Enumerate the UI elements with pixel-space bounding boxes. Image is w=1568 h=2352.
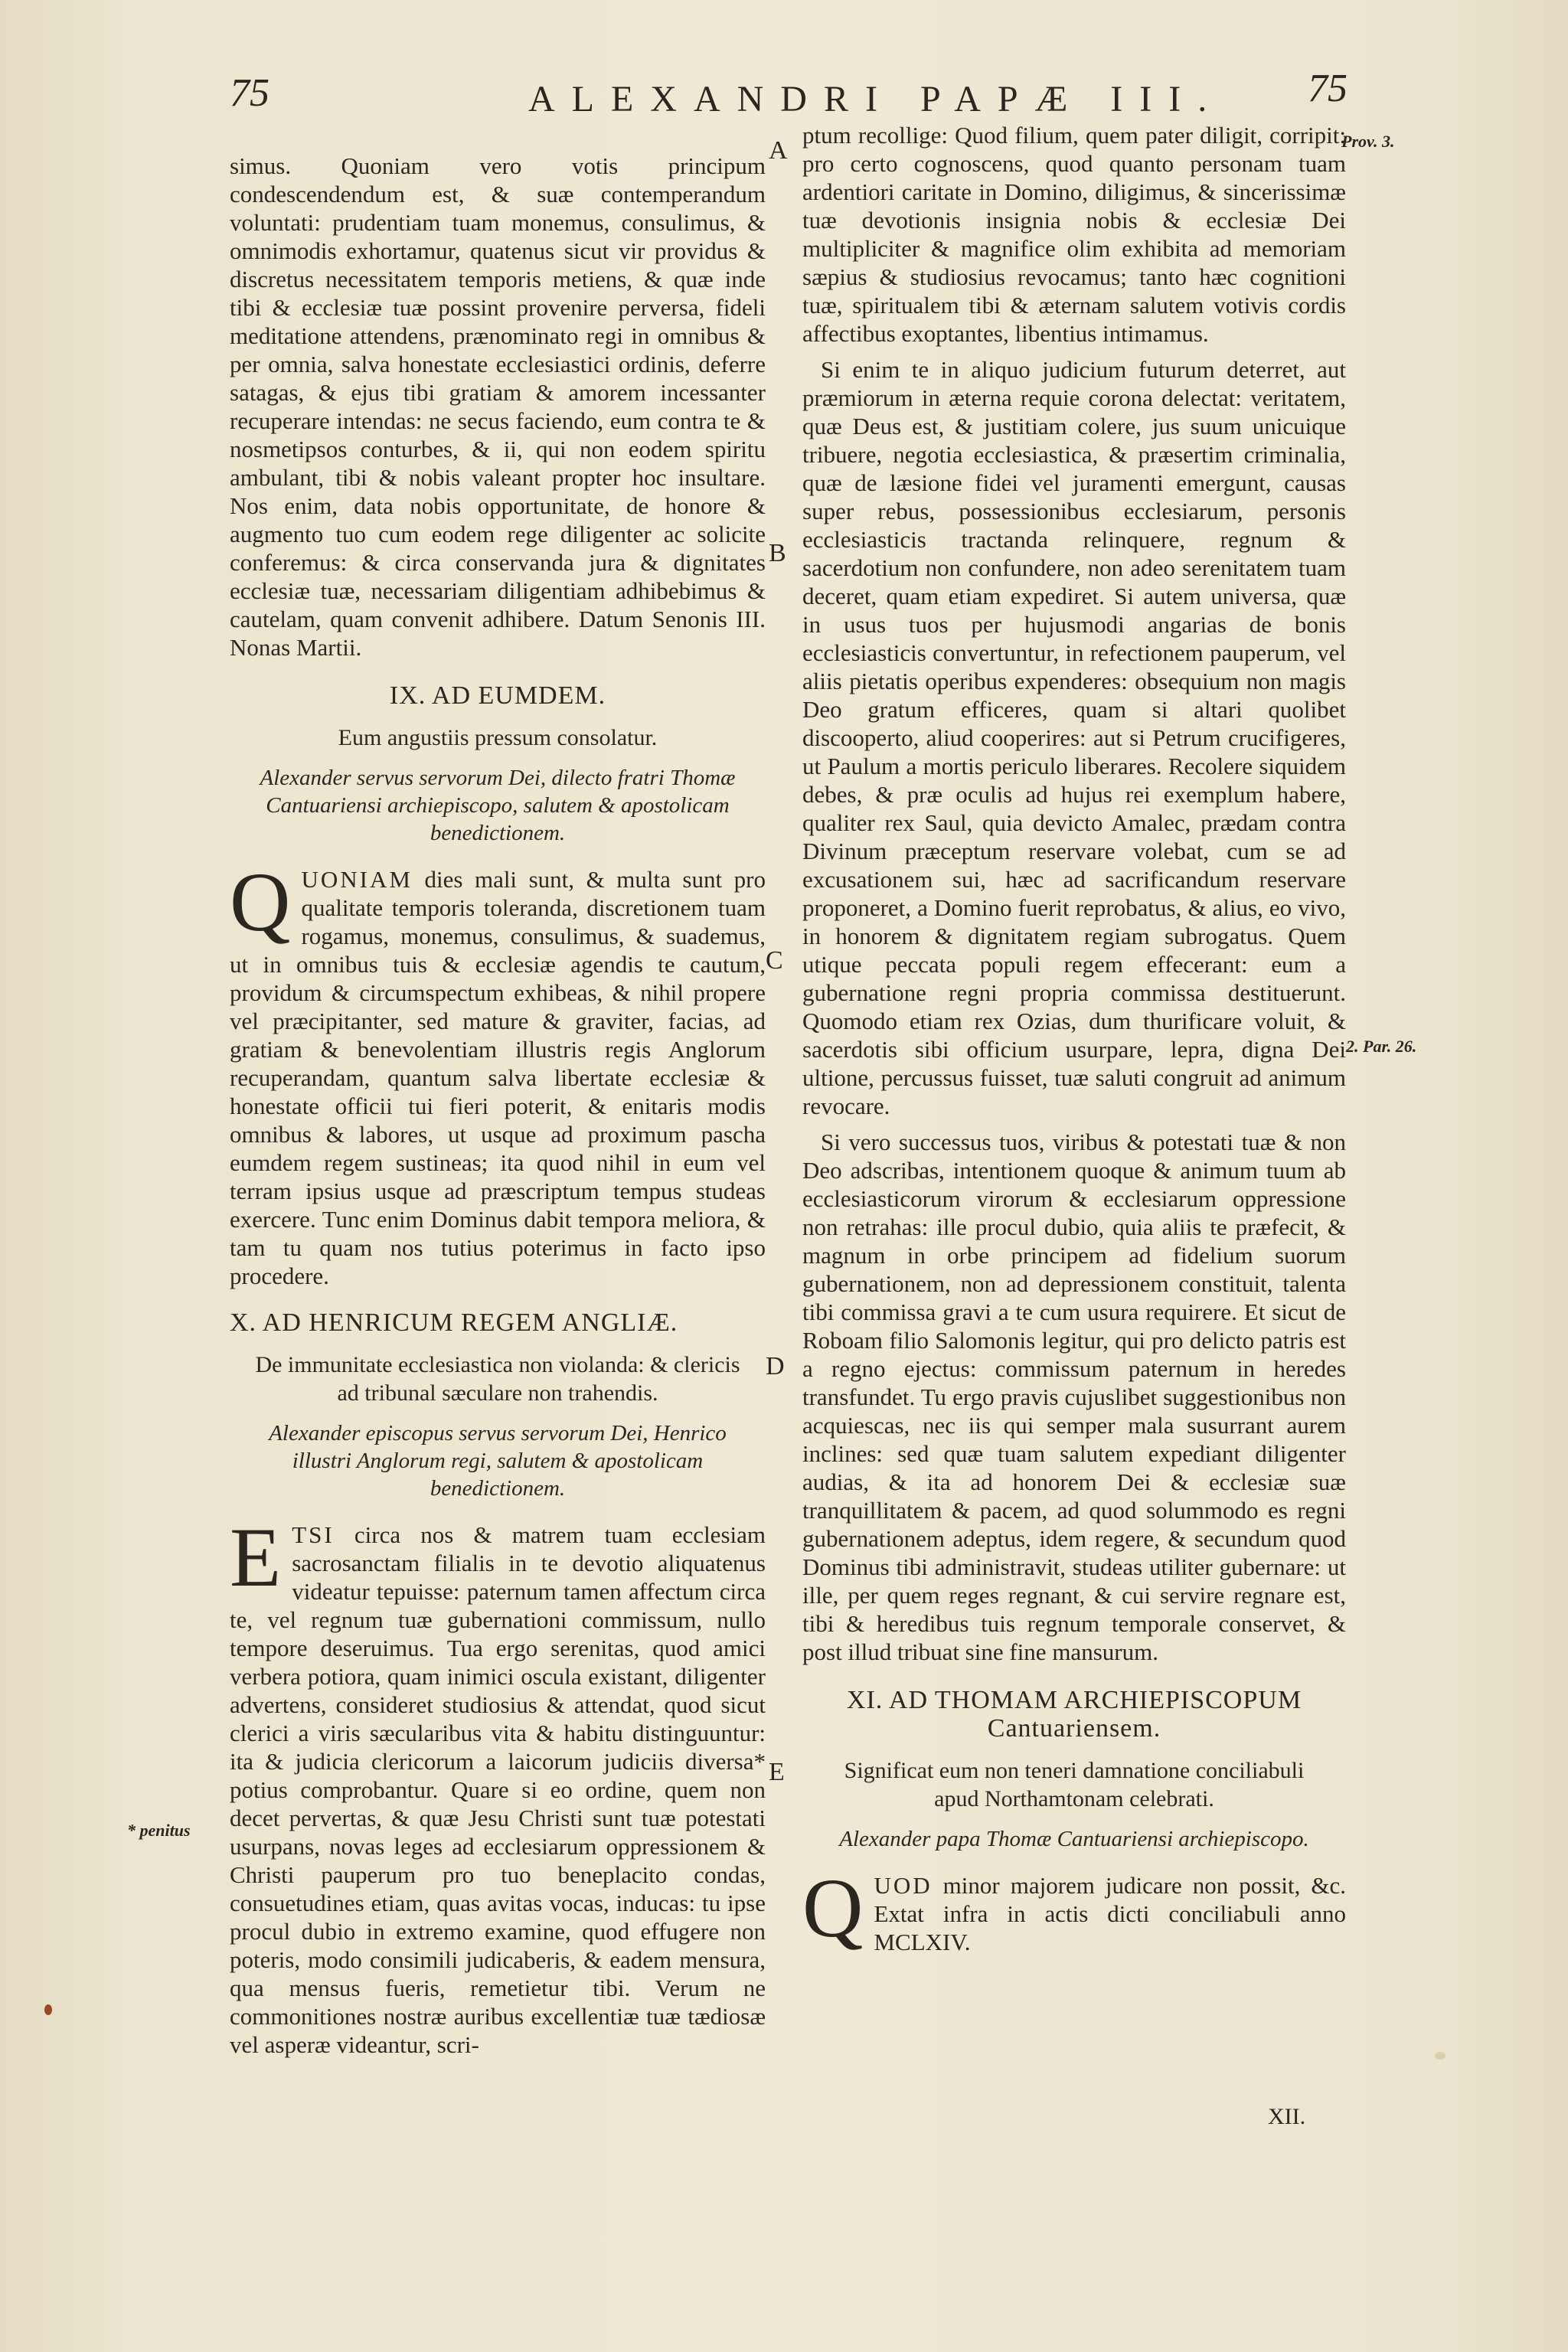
section-marker-b: B bbox=[769, 539, 786, 567]
opening-words: TSI bbox=[292, 1521, 335, 1548]
ink-stain bbox=[44, 2004, 52, 2015]
drop-cap-q: Q bbox=[802, 1861, 864, 1955]
margin-note-penitus: * penitus bbox=[127, 1821, 191, 1840]
letter-body-xi bbox=[802, 1861, 1346, 1956]
drop-cap-e: E bbox=[230, 1511, 282, 1604]
continued-paragraph: simus. Quoniam vero votis principum condescendendum est, & suæ contemperandum voluntati: prudentiam tuam monemus, consulimus, & omnimodis exhortamur, quatenus sicut vir providus & discretus necessitatem temporis metiens, & quæ inde tibi & ecclesiæ tuæ possint provenire perversa, fideli meditatione attendens, prænominato regi in omnibus & per omnia, salva honestate ecclesiastici ordinis, deferre satagas, & ejus tibi gratiam & amorem incessanter recuperare intendas: ne secus faciendo, eum contra te & nosmetipsos conturbes, & ii, qui non eodem spiritu ambulant, tibi & nobis valeant propter hoc insultare. Nos enim, data nobis opportunitate, de honore & augmento tuo cum eodem rege diligenter ac solicite conferemus: & circa conservanda jura & dignitates ecclesiæ tuæ, necessariam diligentiam adhibebimus & cautelam, quam convenit adhibere. Datum Senonis III. Nonas Martii. bbox=[230, 152, 766, 661]
section-heading-xi: XI. AD THOMAM ARCHIEPISCOPUM Cantuariensem. bbox=[846, 1686, 1302, 1743]
section-summary-ix: Eum angustiis pressum consolatur. bbox=[338, 725, 658, 750]
catchword: XII. bbox=[1268, 2104, 1306, 2129]
letter-text: circa nos & matrem tuam ecclesiam sacrosanctam filialis in te devotio aliquatenus videatur tepuisse: paternum tamen affectum circa te, vel regnum tuæ gubernationi commissum, nullo tempore deseruimus. Tua ergo serenitas, quod amici verbera potiora, quam inimici oscula existant, diligenter advertens, consideret studiosius & attendat, quod sicut clerici a viris sæcularibus vita & habitu distinguuntur: ita & judicia clericorum a laicorum judiciis diversa* potius comprobantur. Quare si eo ordine, quem non decet pervertas, & quæ Jesu Christi sunt tuæ potestati usurpans, novas leges ad ecclesiarum oppressionem & Christi pauperum pro tuo beneplacito condas, consuetudines etiam, quas avitas vocas, inducas: tu ipse procul dubio in extremo examine, quod effugere non poteris, modo consimili judicaberis, & eadem mensura, qua mensus fueris, remetietur tibi. Verum ne commonitiones nostræ auribus excellentiæ tuæ tædiosæ vel asperæ videantur, scri- bbox=[230, 1521, 766, 2058]
margin-note-prov: Prov. 3. bbox=[1341, 132, 1395, 151]
paragraph: Si enim te in aliquo judicium futurum deterret, aut præmiorum in æterna requie corona delectat: veritatem, quæ Deus est, & justitiam colere, jus suum unicuique tribuere, negotia ecclesiastica, & præsertim criminalia, quæ de læsione fidei vel juramenti emergunt, causas super rebus, possessionibus ecclesiarum, personis ecclesiasticis tractanda relinquere, regnum & sacerdotium non confundere, non adeo serenitatem tuam deceret, quam etiam expediret. Si autem universa, quæ in usus tuos per hujusmodi angarias de bonis ecclesiasticis convertuntur, in refectionem pauperum, vel aliis pietatis operibus expenderes: obsequium non magis Deo gratum efficeres, quam si altari quolibet discooperto, aliud cooperires: aut si Petrum crucifigeres, ut Paulum a mortis periculo liberares. Recolere siquidem debes, & præ oculis ad hujus rei exemplum habere, qualiter rex Saul, quia devicto Amalec, prædam contra Divinum præceptum reservare volebat, cum se ad excusationem sui, hæc ad sacrificandum reservare proponeret, a Domino fuerit reprobatus, & alius, eo vivo, in honorem & dignitatem regiam subrogatus. Quem utique peccata populi regem effecerant: eum a gubernatione regni propria commissa destituerunt. Quomodo etiam rex Ozias, dum thurificare voluit, & sacerdotis sibi officium usurpare, lepra, digna Dei ultione, percussus fuisset, tuæ saluti congruit ad animum revocare. bbox=[802, 356, 1346, 1119]
section-summary-xi: Significat eum non teneri damnatione conciliabuli apud Northamtonam celebrati. bbox=[844, 1758, 1305, 1811]
paragraph: Si vero successus tuos, viribus & potestati tuæ & non Deo adscribas, intentionem quoque & animum tuum ab ecclesiasticorum virorum & ecclesiarum oppressione non retrahas: ille procul dubio, quia aliis te præfecit, & magnum in orbe principem ad fidelium suorum gubernationem, non ad depressionem constituit, talenta tibi commissa gravi a te cum usura requirere. Et sicut de Roboam filio Salomonis legitur, qui pro delicto patris est a regno ejectus: commissum paternum in heredes transfundet. Tu ergo pravis cujuslibet suggestionibus non acquiescas, nec iis qui semper mala susurrant aurem inclines: sed quæ tuam salutem expediant diligenter audias, & ita ad honorem Dei & ecclesiæ suæ tranquillitatem & pacem, ad quod solummodo es regni gubernationem adeptus, idem regere, & secundum quod Dominus tibi administravit, studeas utiliter gubernare: ut ille, per quem reges regnant, & cui servire regnare est, tibi & heredibus tuis regnum temporale conservet, & post illud tribuat sine fine mansurum. bbox=[802, 1129, 1346, 1665]
letter-text: dies mali sunt, & multa sunt pro qualitate temporis toleranda, discretionem tuam rogamus, monemus, consulimus, & suademus, ut in omnibus tuis & ecclesiæ agendis te cautum, providum & circumspectum exhibeas, & nihil propere vel præcipitanter, sed mature & graviter, facias, ad gratiam & benevolentiam illustris regis Anglorum recuperandam, quantum salva libertate ecclesiæ & honestate officii tui fieri poterit, & enitaris modis omnibus & labores, ut usque ad proximum pascha eumdem regem sustineas; ita quod nihil in eum vel terram ipsius usque ad præscriptum tempus studeas exercere. Tunc enim Dominus dabit tempora meliora, & tam tu quam nos tutius poterimus in facto ipso procedere. bbox=[230, 866, 766, 1289]
section-marker-e: E bbox=[769, 1758, 785, 1786]
section-heading-ix: IX. AD EUMDEM. bbox=[389, 681, 606, 710]
paragraph: ptum recollige: Quod filium, quem pater diligit, corripit: pro certo cognoscens, quod quanto personam tuam ardentiori caritate in Domino, diligimus, & sincerissimæ tuæ devotionis insignia nobis & ecclesiæ Dei multipliciter & magnifice olim exhibita ad memoriam sæpius & studiosius revocamus; tanto hæc cognitioni tuæ, spiritualem tibi & æternam salutem votivis cordis affectibus exoptantes, libentius intimamus. bbox=[802, 122, 1346, 347]
section-marker-c: C bbox=[766, 946, 783, 975]
letter-body-x bbox=[230, 1511, 766, 2059]
section-marker-a: A bbox=[769, 136, 788, 165]
opening-words: UOD bbox=[874, 1872, 933, 1899]
section-heading-x: X. AD HENRICUM REGEM ANGLIÆ. bbox=[230, 1308, 678, 1337]
margin-note-par: 2. Par. 26. bbox=[1346, 1037, 1417, 1056]
drop-cap-q: Q bbox=[230, 855, 291, 949]
left-column bbox=[230, 152, 766, 2066]
page-number-right: 75 bbox=[1308, 67, 1348, 110]
salutation-xi: Alexander papa Thomæ Cantuariensi archiepiscopo. bbox=[839, 1827, 1309, 1851]
letter-body-ix bbox=[230, 855, 766, 1290]
section-summary-x: De immunitate ecclesiastica non violanda: & clericis ad tribunal sæculare non trahendis. bbox=[255, 1352, 740, 1406]
letter-text: minor majorem judicare non possit, &c. Extat infra in actis dicti conciliabuli anno MCLXIV. bbox=[874, 1872, 1346, 1955]
section-marker-d: D bbox=[766, 1352, 785, 1380]
right-column bbox=[802, 121, 1346, 1964]
salutation-ix: Alexander servus servorum Dei, dilecto fratri Thomæ Cantuariensi archiepiscopo, salutem & apostolicam benedictionem. bbox=[260, 766, 736, 845]
salutation-x: Alexander episcopus servus servorum Dei, Henrico illustri Anglorum regi, salutem & apostolicam benedictionem. bbox=[269, 1421, 727, 1501]
paper-stain bbox=[1435, 2052, 1446, 2060]
running-title: ALEXANDRI PAPÆ III. bbox=[528, 79, 1224, 119]
page-number-left: 75 bbox=[230, 71, 270, 115]
opening-words: UONIAM bbox=[301, 866, 413, 893]
